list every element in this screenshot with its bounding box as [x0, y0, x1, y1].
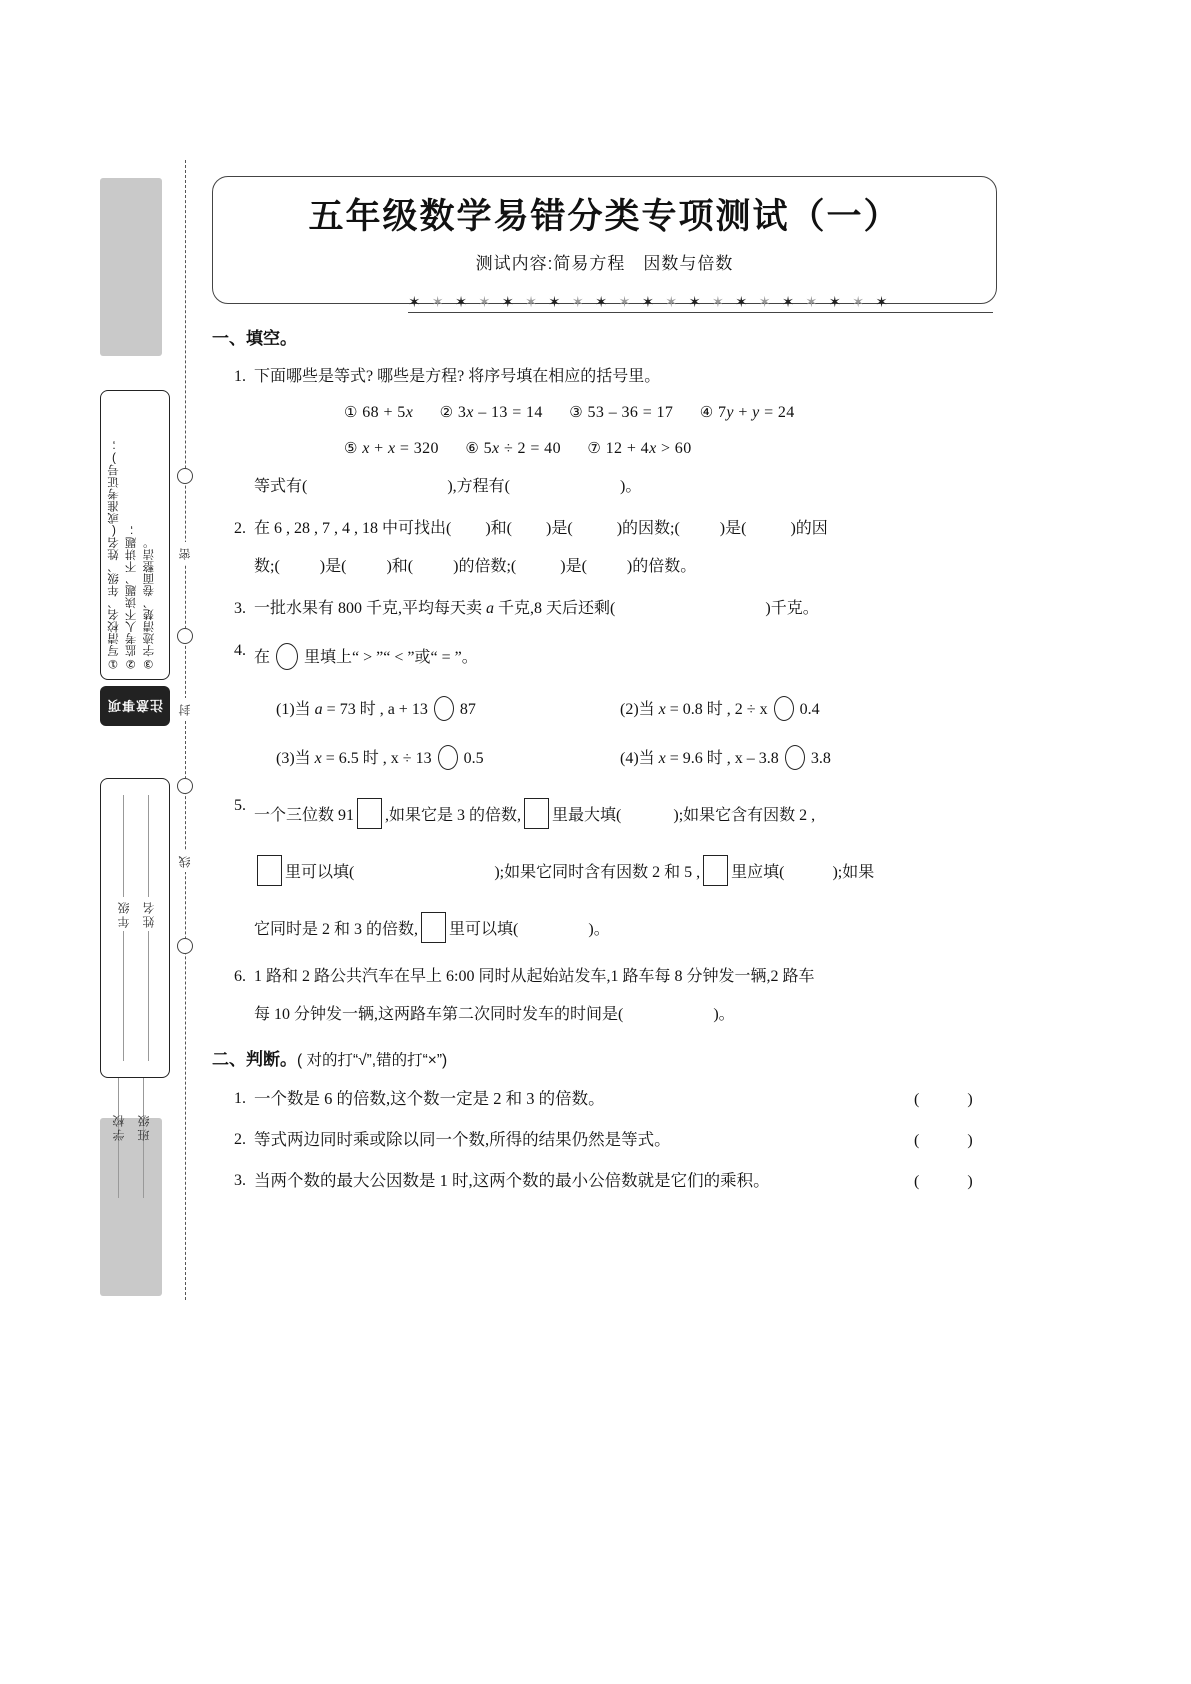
q5-s8: );如果 [832, 864, 875, 881]
q2-seg9: )和( [386, 558, 414, 575]
q2-seg10: )的倍数;( [453, 558, 517, 575]
q5-box-5[interactable] [421, 912, 446, 943]
question-6-number: 6. [234, 968, 246, 985]
q4-item-1-circle[interactable] [434, 696, 454, 721]
q1-answer-label-b: ),方程有( [447, 478, 511, 495]
question-3-number: 3. [234, 600, 246, 617]
star-glyph: ✶ [571, 295, 585, 311]
seal-word-1: 密 [176, 542, 193, 564]
question-1-choices-row-1 [254, 405, 1002, 421]
question-5-line-1 [254, 798, 1002, 829]
q3-variable: a [486, 600, 495, 617]
q4-item-1 [276, 696, 616, 721]
star-glyph: ✶ [478, 295, 491, 311]
q5-s5: 里可以填( [285, 864, 355, 881]
q4-item-1-mid: = 73 时 , a + 13 [322, 701, 428, 718]
q3-text-c: )千克。 [765, 600, 819, 617]
tf-question-2 [212, 1129, 1002, 1149]
question-4-number: 4. [234, 642, 246, 659]
q4-item-2-circle[interactable] [774, 696, 794, 721]
star-glyph: ✶ [805, 295, 818, 311]
banner-underline [408, 312, 993, 313]
question-3 [212, 601, 1002, 617]
star-glyph: ✶ [758, 295, 771, 311]
field-label-school: 学校 [112, 1113, 126, 1141]
question-4-row-2 [254, 745, 1002, 770]
star-divider [408, 296, 888, 311]
q2-seg1: 在 6 , 28 , 7 , 4 , 18 中可找出( [254, 520, 452, 537]
q5-box-2[interactable] [524, 798, 549, 829]
q5-s11: )。 [588, 921, 610, 938]
q6-line2-a: 每 10 分钟发一辆,这两路车第二次同时发车的时间是( [254, 1006, 624, 1023]
q4-item-1-right: 87 [459, 701, 476, 718]
title-banner [212, 176, 997, 304]
star-glyph: ✶ [688, 295, 701, 311]
q4-prompt-circle[interactable] [276, 643, 298, 670]
notice-box [100, 390, 170, 680]
q4-item-2-right: 0.4 [799, 701, 820, 718]
q4-item-2-var: x [658, 701, 666, 718]
q5-s6: );如果它同时含有因数 2 和 5 , [494, 864, 701, 881]
q6-line2-b: )。 [713, 1006, 735, 1023]
seal-circle-4 [177, 938, 193, 954]
page-title: 五年级数学易错分类专项测试（一） [308, 197, 901, 236]
question-6-line-1: 1 路和 2 路公共汽车在早上 6:00 同时从起始站发车,1 路车每 8 分钟发一辆,2 路车 [254, 968, 815, 985]
q2-seg7: 数;( [254, 558, 280, 575]
tf-1-answer-blank[interactable]: ( ) [914, 1090, 973, 1108]
q4-item-2-label: (2)当 [620, 701, 659, 718]
page-subtitle: 测试内容:简易方程 因数与倍数 [475, 254, 734, 273]
q1-answer-label-c: )。 [620, 478, 642, 495]
q5-s4: );如果它含有因数 2 , [673, 807, 816, 824]
q5-s9: 它同时是 2 和 3 的倍数, [254, 921, 419, 938]
section-2-heading-text: 二、判断。 [212, 1050, 297, 1069]
choice-7: ⑦ 12 + 4x > 60 [587, 440, 692, 457]
tf-1-text: 一个数是 6 的倍数,这个数一定是 2 和 3 的倍数。 [254, 1088, 605, 1108]
q4-item-4-circle[interactable] [785, 745, 805, 770]
q2-seg2: )和( [485, 520, 513, 537]
q4-item-4-label: (4)当 [620, 750, 659, 767]
tf-2-text: 等式两边同时乘或除以同一个数,所得的结果仍然是等式。 [254, 1129, 671, 1149]
question-1-choices-row-2 [254, 441, 1002, 457]
field-label-class: 班级 [137, 1113, 151, 1141]
star-glyph: ✶ [594, 295, 608, 311]
q4-item-2 [620, 696, 820, 721]
star-glyph: ✶ [408, 295, 421, 311]
seal-dashed-line [185, 160, 186, 1300]
choice-3: ③ 53 – 36 = 17 [569, 404, 674, 421]
q4-item-1-var: a [314, 701, 323, 718]
q3-text-b: 千克,8 天后还剩( [494, 600, 616, 617]
q2-seg6: )的因 [790, 520, 828, 537]
star-glyph: ✶ [454, 295, 468, 311]
star-glyph: ✶ [431, 295, 444, 311]
exam-sidebar [96, 178, 174, 1298]
notice-tab [100, 686, 170, 726]
q4-item-4-mid: = 9.6 时 , x – 3.8 [665, 750, 779, 767]
section-2-heading-note: ( 对的打“√”,错的打“×”) [297, 1052, 448, 1069]
question-1-answer-line [212, 479, 1002, 495]
tf-question-1 [212, 1088, 1002, 1108]
question-1 [212, 369, 1002, 495]
q2-seg5: )是( [719, 520, 747, 537]
star-glyph: ✶ [618, 295, 631, 311]
q5-s10: 里可以填( [449, 921, 519, 938]
q5-s2: ,如果它是 3 的倍数, [385, 807, 522, 824]
q5-s3: 里最大填( [552, 807, 622, 824]
q4-prompt-a: 在 [254, 649, 271, 666]
q4-item-3 [276, 745, 616, 770]
tf-2-number: 2. [234, 1130, 246, 1148]
question-2 [212, 521, 1002, 575]
star-glyph: ✶ [641, 295, 655, 311]
seal-word-3: 线 [176, 850, 193, 872]
worksheet-content [212, 330, 1002, 1190]
notice-line-2: ②监考人不读题、不讲题; [125, 524, 138, 671]
star-glyph: ✶ [548, 295, 561, 311]
q2-seg4: )的因数;( [616, 520, 680, 537]
question-5 [212, 798, 1002, 943]
q4-item-1-label: (1)当 [276, 701, 315, 718]
q2-seg11: )是( [560, 558, 587, 575]
seal-circle-3 [177, 778, 193, 794]
seal-word-2: 封 [176, 698, 193, 720]
question-2-number: 2. [234, 520, 246, 537]
star-glyph: ✶ [851, 295, 865, 311]
question-4 [212, 643, 1002, 770]
notice-tab-label: 注意事项 [106, 697, 163, 713]
field-label-grade: 年级 [115, 897, 132, 931]
question-5-line-2 [254, 855, 1002, 886]
choice-4: ④ 7y + y = 24 [699, 404, 795, 421]
tf-1-number: 1. [234, 1089, 246, 1107]
q5-s1: 一个三位数 91 [254, 807, 355, 824]
student-info-box [100, 778, 170, 1078]
question-6 [212, 969, 1002, 1023]
tf-3-number: 3. [234, 1171, 246, 1189]
choice-2: ② 3x – 13 = 14 [439, 404, 543, 421]
question-4-prompt [254, 643, 1002, 670]
star-glyph: ✶ [735, 295, 748, 311]
q2-seg8: )是( [319, 558, 347, 575]
question-5-number: 5. [234, 797, 246, 814]
question-4-row-1 [254, 696, 1002, 721]
notice-line-1: ①写清校名、年级、姓名(或准考证号); [108, 439, 120, 671]
question-2-line-2 [254, 559, 1002, 575]
q2-seg12: )的倍数。 [626, 558, 697, 575]
q4-prompt-b: 里填上“ > ”“ < ”或“ = ”。 [304, 649, 478, 666]
q5-box-1[interactable] [357, 798, 382, 829]
q4-item-3-var: x [314, 750, 322, 767]
tf-2-answer-blank[interactable]: ( ) [914, 1131, 973, 1149]
seal-circle-1 [177, 468, 193, 484]
notice-line-3: ③字迹清楚、卷面整洁。 [143, 536, 156, 671]
choice-1: ① 68 + 5x [344, 404, 414, 421]
q4-item-3-label: (3)当 [276, 750, 315, 767]
tf-question-3 [212, 1170, 1002, 1190]
question-1-number: 1. [234, 368, 246, 385]
question-6-line-2 [254, 1007, 1002, 1023]
q5-box-3[interactable] [257, 855, 282, 886]
q5-s7: 里应填( [731, 864, 785, 881]
question-5-line-3 [254, 912, 1002, 943]
choice-6: ⑥ 5x ÷ 2 = 40 [465, 440, 561, 457]
q1-answer-label-a: 等式有( [254, 478, 308, 495]
star-glyph: ✶ [524, 295, 538, 311]
q2-seg3: )是( [546, 520, 573, 537]
star-glyph: ✶ [828, 295, 842, 311]
q5-box-4[interactable] [703, 855, 728, 886]
tf-3-text: 当两个数的最大公因数是 1 时,这两个数的最小公倍数就是它们的乘积。 [254, 1170, 770, 1190]
seal-circle-2 [177, 628, 193, 644]
choice-5: ⑤ x + x = 320 [344, 440, 439, 457]
star-glyph: ✶ [501, 295, 515, 311]
q4-item-4-right: 3.8 [810, 750, 831, 767]
field-label-name: 姓名 [140, 897, 157, 931]
question-2-line-1 [254, 521, 1002, 537]
q4-item-4 [620, 745, 831, 770]
question-1-prompt: 下面哪些是等式? 哪些是方程? 将序号填在相应的括号里。 [254, 368, 661, 385]
q4-item-3-right: 0.5 [463, 750, 484, 767]
section-2-heading [212, 1051, 1002, 1069]
star-glyph: ✶ [781, 295, 795, 311]
q4-item-4-var: x [658, 750, 666, 767]
q4-item-2-mid: = 0.8 时 , 2 ÷ x [665, 701, 768, 718]
star-glyph: ✶ [664, 295, 678, 311]
q3-text-a: 一批水果有 800 千克,平均每天卖 [254, 600, 487, 617]
tf-3-answer-blank[interactable]: ( ) [914, 1172, 973, 1190]
star-glyph: ✶ [711, 295, 725, 311]
q4-item-3-circle[interactable] [438, 745, 458, 770]
star-glyph: ✶ [875, 295, 888, 311]
q4-item-3-mid: = 6.5 时 , x ÷ 13 [321, 750, 432, 767]
section-1-heading: 一、填空。 [212, 329, 297, 348]
question-3-text [254, 601, 1002, 617]
